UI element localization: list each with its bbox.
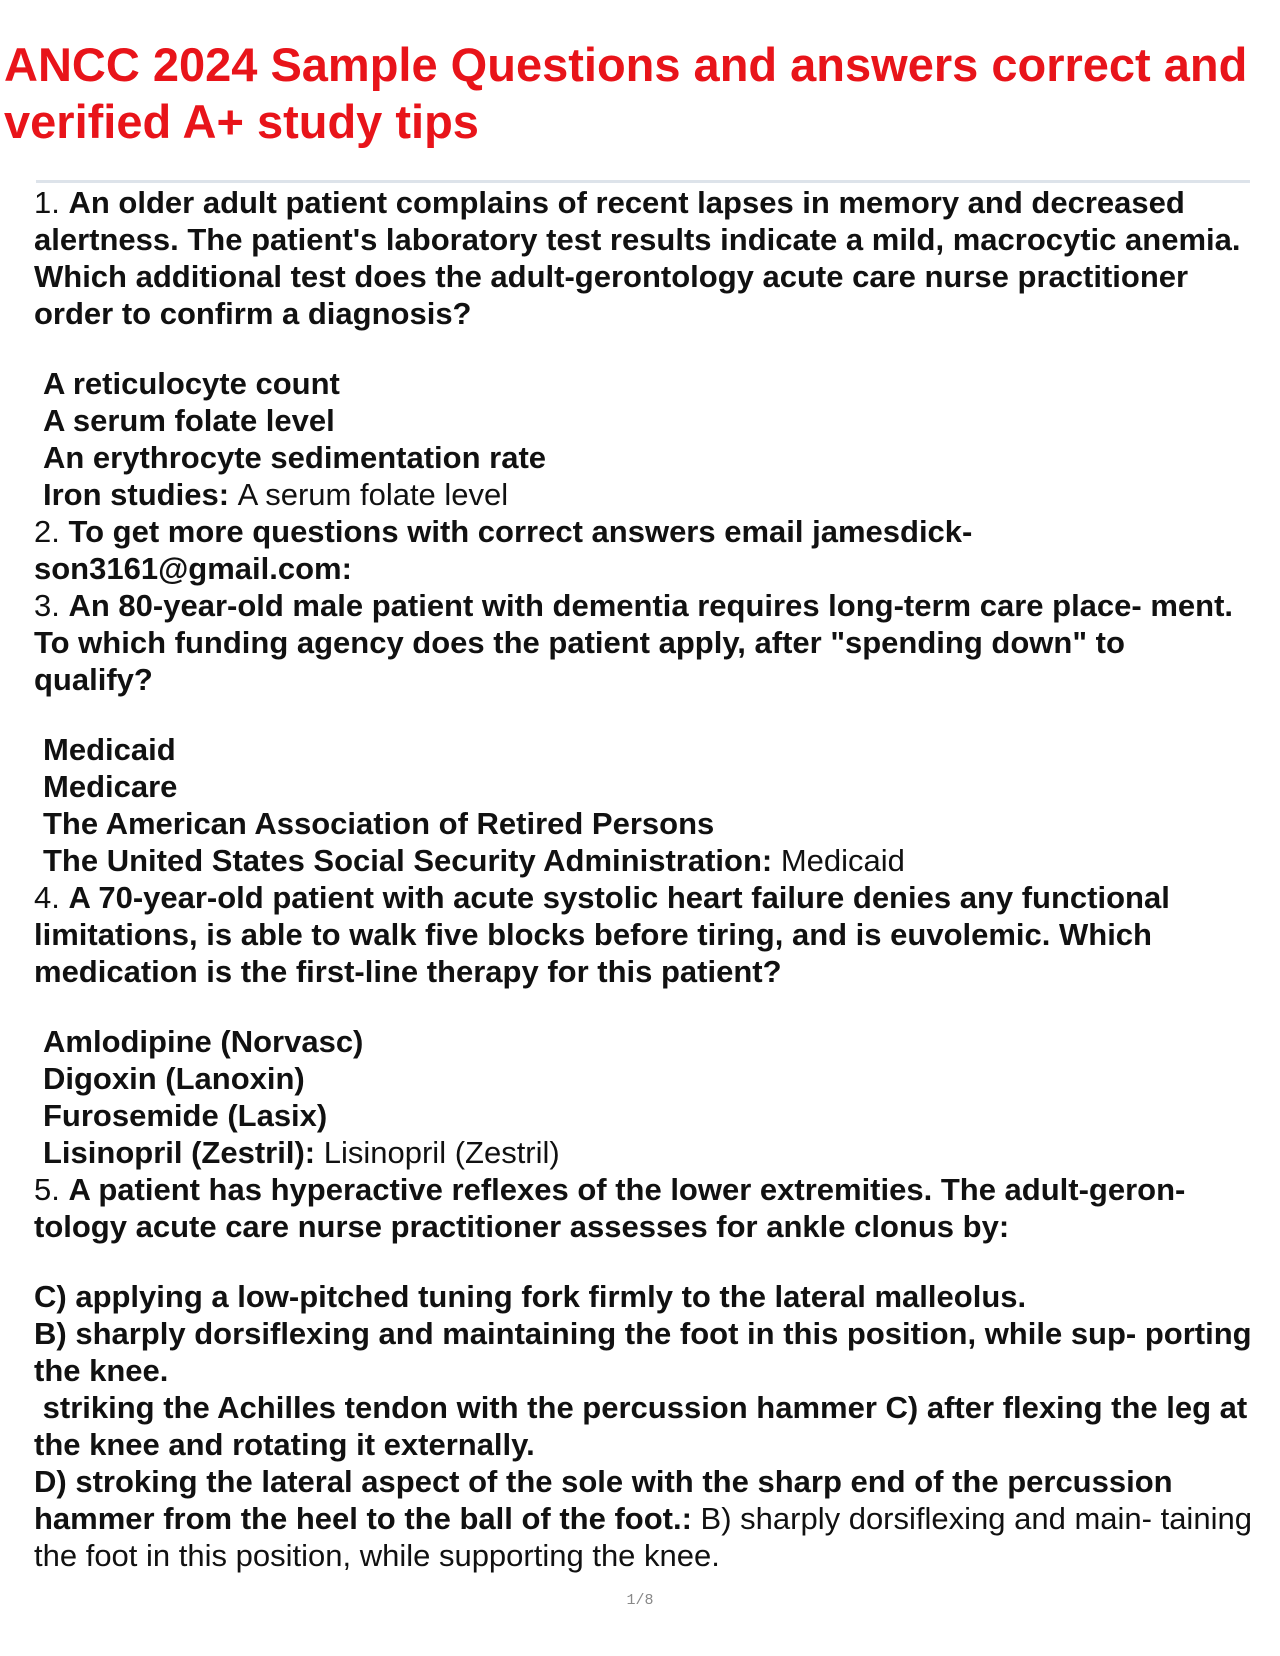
option: Lisinopril (Zestril): (43, 1135, 316, 1170)
question-number: 2. (34, 514, 60, 549)
questions-list (34, 184, 1252, 1574)
options-list (34, 365, 1252, 513)
question-5 (34, 1171, 1252, 1245)
option-with-answer (43, 1134, 1252, 1171)
option: Furosemide (Lasix) (43, 1098, 328, 1133)
option (34, 1389, 1252, 1463)
option-text: striking the Achilles tendon with the percussion hammer C) after flexing the leg at the knee and rotating it externally. (34, 1390, 1248, 1462)
document-title: ANCC 2024 Sample Questions and answers correct and verified A+ study tips (4, 38, 1248, 148)
option: C) applying a low-pitched tuning fork firmly to the lateral malleolus. (34, 1279, 1027, 1314)
question-3 (34, 587, 1252, 698)
title-divider (36, 180, 1250, 183)
question-text: An 80-year-old male patient with dementia requires long-term care place- ment. To which funding agency does the patient apply, after "spending down" to qualify? (34, 588, 1234, 697)
option: Iron studies: (43, 477, 230, 512)
question-number: 4. (34, 880, 60, 915)
option: The American Association of Retired Persons (43, 806, 715, 841)
page-indicator: 1/8 (626, 1592, 654, 1609)
question-number: 5. (34, 1172, 60, 1207)
option: A reticulocyte count (43, 366, 340, 401)
question-4 (34, 879, 1252, 990)
option-with-answer (43, 842, 1252, 879)
option: Amlodipine (Norvasc) (43, 1024, 364, 1059)
question-1 (34, 184, 1252, 332)
option: An erythrocyte sedimentation rate (43, 440, 547, 475)
options-list (34, 1278, 1252, 1574)
option: Medicare (43, 769, 178, 804)
options-list (34, 1023, 1252, 1171)
answer: Medicaid (780, 843, 905, 878)
answer: Lisinopril (Zestril) (323, 1135, 560, 1170)
answer: A serum folate level (237, 477, 509, 512)
option-with-answer (43, 476, 1252, 513)
option: Digoxin (Lanoxin) (43, 1061, 305, 1096)
option: B) sharply dorsiflexing and maintaining the foot in this position, while sup- porting the knee. (34, 1316, 1252, 1388)
question-2 (34, 513, 1252, 587)
question-number: 1. (34, 185, 60, 220)
option: D) stroking the lateral aspect of the sole with the sharp end of the percussion hammer from the heel to the ball of the foot.: (34, 1464, 1173, 1536)
question-text: A 70-year-old patient with acute systolic heart failure denies any functional limitations, is able to walk five blocks before tiring, and is euvolemic. Which medication is the first-line therapy for this patient? (34, 880, 1170, 989)
options-list (34, 731, 1252, 879)
question-number: 3. (34, 588, 60, 623)
option: A serum folate level (43, 403, 335, 438)
option-with-answer (34, 1463, 1252, 1574)
question-text: An older adult patient complains of recent lapses in memory and decreased alertness. The patient's laboratory test results indicate a mild, macrocytic anemia. Which additional test does the adult-gerontology acute care nurse practitioner order to confirm a diagnosis? (34, 185, 1241, 331)
option: Medicaid (43, 732, 176, 767)
answer: B) sharply dorsiflexing and main- taining the foot in this position, while supporting the knee. (34, 1501, 1252, 1573)
question-text: A patient has hyperactive reflexes of the lower extremities. The adult-geron- tology acute care nurse practitioner assesses for ankle clonus by: (34, 1172, 1186, 1244)
question-text: To get more questions with correct answers email jamesdick- son3161@gmail.com: (34, 514, 973, 586)
option: The United States Social Security Administration: (43, 843, 773, 878)
